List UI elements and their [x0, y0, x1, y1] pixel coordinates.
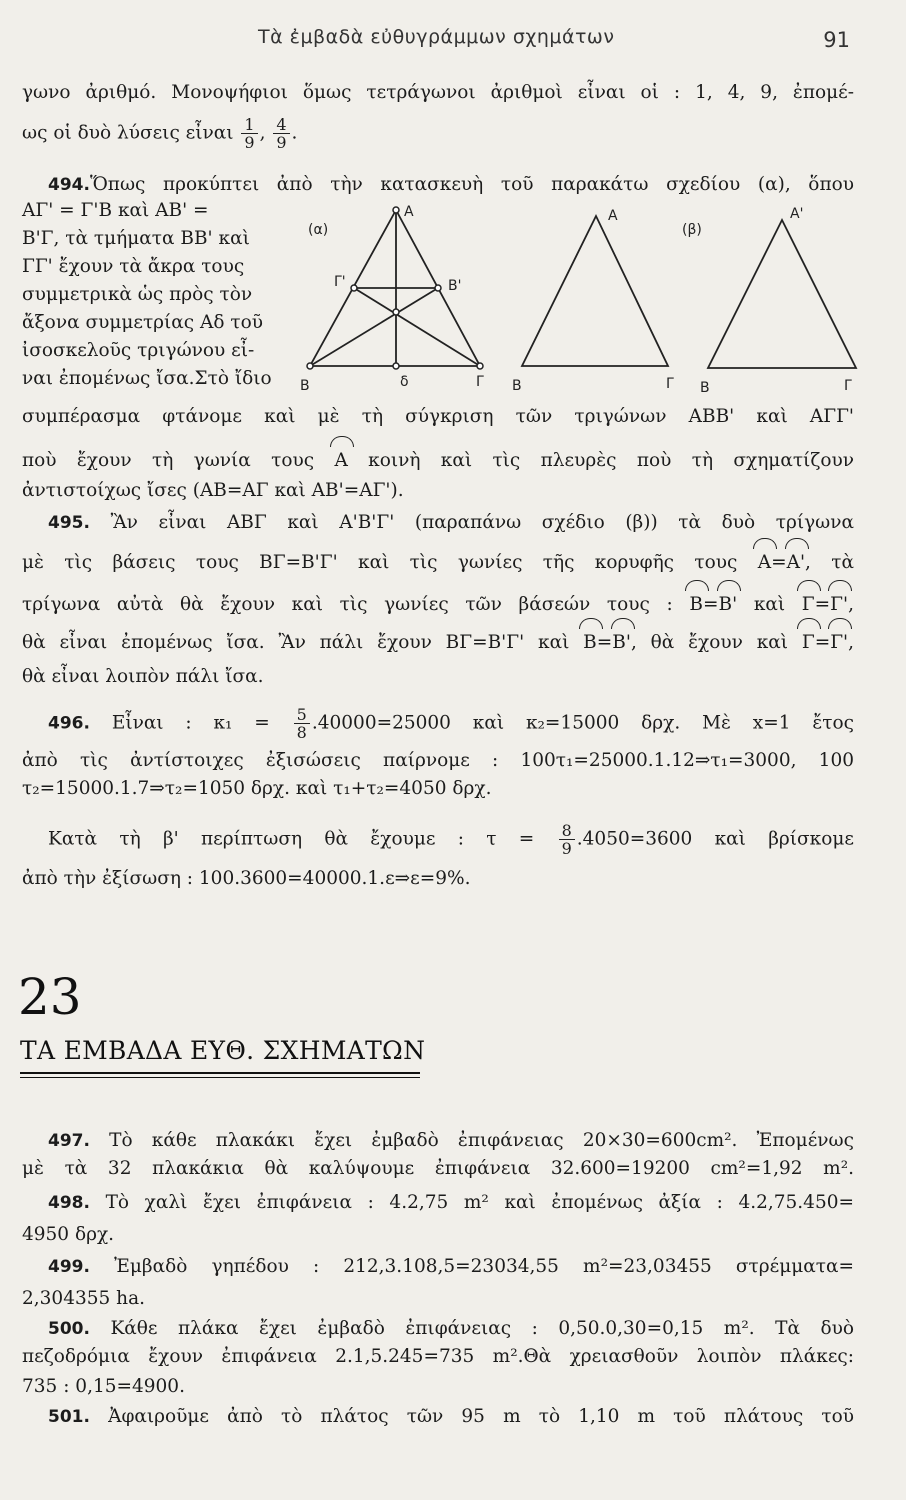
paragraph-497-line: μὲ τὰ 32 πλακάκια θὰ καλύψουμε ἐπιφάνεια 32.600=19200 cm²=1,92 m².	[22, 1158, 854, 1179]
exercise-number: 498.	[48, 1193, 90, 1213]
angle-symbol: Α'	[787, 550, 805, 576]
paragraph-500-line: 735 : 0,15=4900.	[22, 1376, 185, 1397]
vertex-label: Β	[512, 378, 522, 394]
exercise-number: 500.	[48, 1319, 90, 1339]
paragraph-498-line: 498. Τὸ χαλὶ ἔχει ἐπιφάνεια : 4.2,75 m² καὶ ἐπομένως ἀξία : 4.2,75.450=	[48, 1192, 854, 1213]
vertex-label: Γ	[844, 378, 852, 394]
page-number: 91	[823, 28, 850, 52]
paragraph-494-line: ΑΓ' = Γ'Β καὶ ΑΒ' =	[22, 200, 209, 221]
paragraph-495-line: μὲ τὶς βάσεις τους ΒΓ=Β'Γ' καὶ τὶς γωνίες τῆς κορυφῆς τους Α=Α', τὰ	[22, 550, 854, 576]
paragraph-494-line: ἄξονα συμμετρίας Αδ τοῦ	[22, 312, 264, 333]
exercise-number: 495.	[48, 513, 90, 533]
angle-symbol: Β	[689, 592, 703, 618]
exercise-number: 496.	[48, 713, 90, 734]
figure-label-beta: (β)	[682, 222, 702, 238]
paragraph-496-line: 496. Εἶναι : κ₁ = $\frac{5}{8}$ .40000=25000 καὶ κ₂=15000 δρχ. Μὲ x=1 ἔτος	[48, 705, 854, 742]
chapter-number: 23	[18, 968, 82, 1026]
paragraph-494-line: ἀντιστοίχως ἴσες (ΑΒ=ΑΓ καὶ ΑΒ'=ΑΓ').	[22, 480, 404, 501]
vertex-label: Γ	[666, 376, 674, 392]
exercise-number: 501.	[48, 1407, 90, 1427]
vertex	[477, 363, 483, 369]
vertex	[393, 207, 399, 213]
paragraph-497-line: 497. Τὸ κάθε πλακάκι ἔχει ἐμβαδὸ ἐπιφάνειας 20×30=600cm². Ἐπομένως	[48, 1130, 854, 1151]
angle-symbol: Β'	[612, 630, 631, 656]
vertex-label: Β	[700, 380, 710, 396]
angle-symbol: Β'	[719, 592, 738, 618]
fraction: $\frac{5}{8}$	[294, 706, 310, 741]
vertex	[435, 285, 441, 291]
paragraph-499-line: 499. Ἐμβαδὸ γηπέδου : 212,3.108,5=23034,55 m²=23,03455 στρέμματα=	[48, 1256, 854, 1277]
exercise-number: 497.	[48, 1131, 90, 1151]
paragraph-500-line: 500. Κάθε πλάκα ἔχει ἐμβαδὸ ἐπιφάνειας : 0,50.0,30=0,15 m². Τὰ δυὸ	[48, 1318, 854, 1339]
vertex-label: Γ	[476, 374, 484, 390]
chapter-rule	[20, 1072, 420, 1074]
vertex-label: Β'	[448, 278, 462, 294]
angle-symbol: Α	[334, 448, 347, 474]
vertex	[351, 285, 357, 291]
running-header	[0, 26, 906, 56]
angle-symbol: Γ	[802, 630, 815, 656]
paragraph-494-line: ΓΓ' ἔχουν τὰ ἄκρα τους	[22, 256, 245, 277]
angle-symbol: Γ	[802, 592, 815, 618]
paragraph-494-line: ποὺ ἔχουν τὴ γωνία τους Α κοινὴ καὶ τὶς πλευρὲς ποὺ τὴ σχηματίζουν	[22, 448, 854, 474]
paragraph-495-line: θὰ εἶναι λοιπὸν πάλι ἴσα.	[22, 666, 264, 687]
running-title: Τὰ ἐμβαδὰ εὐθυγράμμων σχημάτων	[258, 26, 615, 48]
paragraph-500-line: πεζοδρόμια ἔχουν ἐπιφάνεια 2.1,5.245=735 m².Θὰ χρειασθοῦν λοιπὸν πλάκες:	[22, 1346, 854, 1367]
paragraph-496-line: τ₂=15000.1.7⇒τ₂=1050 δρχ. καὶ τ₁+τ₂=4050 δρχ.	[22, 778, 492, 799]
vertex	[393, 363, 399, 369]
exercise-number: 499.	[48, 1257, 90, 1277]
vertex	[393, 309, 399, 315]
vertex-label: Α'	[790, 206, 804, 222]
paragraph-498-line: 4950 δρχ.	[22, 1224, 115, 1245]
text-line: ως οἱ δυὸ λύσεις εἶναι $\frac{1}{9}$ , $\frac{4}{9}$ .	[22, 115, 298, 152]
paragraph-495-line: θὰ εἶναι ἐπομένως ἴσα. Ἂν πάλι ἔχουν ΒΓ=Β'Γ' καὶ Β=Β', θὰ ἔχουν καὶ Γ=Γ',	[22, 630, 854, 656]
vertex-label: Α	[608, 208, 618, 224]
fraction: $\frac{4}{9}$	[273, 116, 289, 151]
paragraph-494-line: συμπέρασμα φτάνομε καὶ μὲ τὴ σύγκριση τῶν τριγώνων ΑΒΒ' καὶ ΑΓΓ'	[22, 406, 854, 427]
paragraph-496-line: ἀπὸ τὶς ἀντίστοιχες ἐξισώσεις παίρνομε : 100τ₁=25000.1.12⇒τ₁=3000, 100	[22, 750, 854, 771]
paragraph-499-line: 2,304355 ha.	[22, 1288, 145, 1309]
triangle-beta-2	[708, 220, 856, 368]
paragraph-501-line: 501. Ἀφαιροῦμε ἀπὸ τὸ πλάτος τῶν 95 m τὸ 1,10 m τοῦ πλάτους τοῦ	[48, 1406, 854, 1427]
angle-symbol: Β	[583, 630, 597, 656]
chapter-title: ΤΑ ΕΜΒΑΔΑ ΕΥΘ. ΣΧΗΜΑΤΩΝ	[20, 1036, 426, 1065]
paragraph-494-line: ἰσοσκελοῦς τριγώνου εἶ-	[22, 340, 255, 361]
vertex-label: δ	[400, 374, 409, 390]
vertex	[307, 363, 313, 369]
text-line: γωνο ἀριθμό. Μονοψήφιοι ὅμως τετράγωνοι ἀριθμοὶ εἶναι οἱ : 1, 4, 9, ἐπομέ-	[22, 82, 854, 103]
paragraph-494-line: ναι ἐπομένως ἴσα.Στὸ ἴδιο	[22, 368, 272, 389]
paragraph-495-line: τρίγωνα αὐτὰ θὰ ἔχουν καὶ τὶς γωνίες τῶν βάσεών τους : Β=Β' καὶ Γ=Γ',	[22, 592, 854, 618]
triangle-beta-1	[522, 216, 668, 366]
triangle-figure	[296, 198, 862, 398]
figure-label-alpha: (α)	[308, 222, 329, 238]
vertex-label: Γ'	[334, 274, 346, 290]
exercise-number: 494.	[48, 175, 90, 195]
angle-symbol: Γ'	[830, 630, 848, 656]
angle-symbol: Α	[758, 550, 771, 576]
paragraph-496-line: Κατὰ τὴ β' περίπτωση θὰ ἔχουμε : τ = $\frac{8}{9}$ .4050=3600 καὶ βρίσκομε	[48, 821, 854, 858]
paragraph-494-line: συμμετρικὰ ὡς πρὸς τὸν	[22, 284, 253, 305]
paragraph-495-line: 495. Ἂν εἶναι ΑΒΓ καὶ Α'Β'Γ' (παραπάνω σχέδιο (β)) τὰ δυὸ τρίγωνα	[48, 512, 854, 533]
paragraph-494-line: Β'Γ, τὰ τμήματα ΒΒ' καὶ	[22, 228, 250, 249]
chapter-rule	[20, 1077, 420, 1078]
vertex-label: Β	[300, 378, 310, 394]
vertex-label: Α	[404, 204, 414, 220]
fraction: $\frac{8}{9}$	[559, 822, 575, 857]
paragraph-494-line: 494.Ὅπως προκύπτει ἀπὸ τὴν κατασκευὴ τοῦ παρακάτω σχεδίου (α), ὅπου	[48, 174, 854, 195]
angle-symbol: Γ'	[830, 592, 848, 618]
paragraph-496-line: ἀπὸ τὴν ἐξίσωση : 100.3600=40000.1.ε⇒ε=9%.	[22, 868, 471, 889]
fraction: $\frac{1}{9}$	[241, 116, 257, 151]
